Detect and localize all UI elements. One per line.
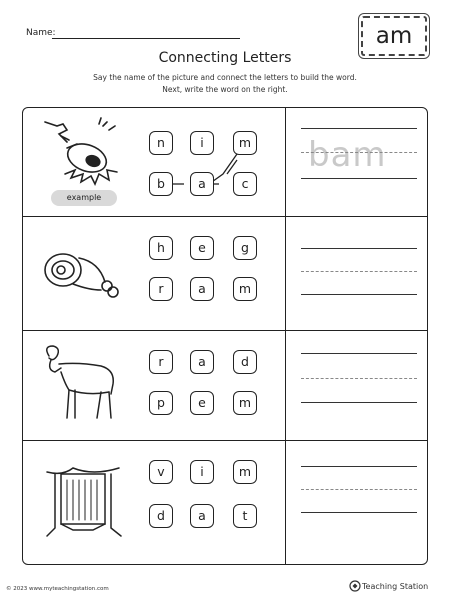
row-1: [23, 108, 285, 216]
connect-lines: [23, 108, 285, 216]
letter-tile[interactable]: v: [149, 460, 173, 484]
writing-line-base[interactable]: [301, 402, 417, 403]
row-2: [23, 216, 285, 330]
letter-tile[interactable]: a: [190, 277, 214, 301]
letter-tile[interactable]: c: [233, 172, 257, 196]
footer-copyright: © 2023 www.myteachingstation.com: [6, 586, 109, 592]
letter-tile[interactable]: a: [190, 350, 214, 374]
letter-tile[interactable]: d: [233, 350, 257, 374]
writing-line-base[interactable]: [301, 178, 417, 179]
name-label: Name:: [26, 28, 56, 38]
instructions-line-1: Say the name of the picture and connect the letters to build the word.: [93, 73, 357, 82]
letter-tile[interactable]: p: [149, 391, 173, 415]
letter-tile[interactable]: m: [233, 277, 257, 301]
page-title: Connecting Letters: [158, 50, 292, 66]
letter-tile[interactable]: n: [149, 131, 173, 155]
dam-icon: [43, 460, 127, 542]
writing-line-mid[interactable]: [301, 271, 417, 272]
letter-tile[interactable]: g: [233, 236, 257, 260]
writing-line-top[interactable]: [301, 353, 417, 354]
letter-tile[interactable]: i: [190, 131, 214, 155]
letter-tile[interactable]: a: [190, 172, 214, 196]
row-4: [23, 440, 285, 565]
column-divider: [285, 108, 286, 565]
writing-line-top[interactable]: [301, 128, 417, 129]
writing-line-base[interactable]: [301, 512, 417, 513]
name-write-line[interactable]: [52, 38, 240, 39]
writing-line-mid[interactable]: [301, 489, 417, 490]
row-3: [23, 330, 285, 440]
example-label: example: [51, 190, 117, 206]
worksheet-table: [22, 107, 428, 565]
writing-line-top[interactable]: [301, 466, 417, 467]
letter-tile[interactable]: a: [190, 504, 214, 528]
ram-icon: [39, 342, 127, 428]
letter-tile[interactable]: m: [233, 460, 257, 484]
word-family-badge: am: [361, 16, 427, 56]
letter-tile[interactable]: m: [233, 391, 257, 415]
letter-tile[interactable]: d: [149, 504, 173, 528]
instructions-line-2: Next, write the word on the right.: [162, 85, 288, 94]
letter-tile[interactable]: b: [149, 172, 173, 196]
traced-answer-word: bam: [308, 135, 387, 175]
letter-tile[interactable]: h: [149, 236, 173, 260]
ham-leg-icon: [39, 240, 123, 310]
writing-line-base[interactable]: [301, 294, 417, 295]
footer-brand: Teaching Station: [362, 582, 429, 591]
letter-tile[interactable]: r: [149, 350, 173, 374]
letter-tile[interactable]: e: [190, 236, 214, 260]
writing-line-top[interactable]: [301, 248, 417, 249]
letter-tile[interactable]: m: [233, 131, 257, 155]
letter-tile[interactable]: i: [190, 460, 214, 484]
letter-tile[interactable]: t: [233, 504, 257, 528]
teaching-station-logo-icon: [349, 580, 361, 592]
letter-tile[interactable]: e: [190, 391, 214, 415]
writing-line-mid[interactable]: [301, 378, 417, 379]
letter-tile[interactable]: r: [149, 277, 173, 301]
writing-line-mid[interactable]: [301, 152, 417, 153]
